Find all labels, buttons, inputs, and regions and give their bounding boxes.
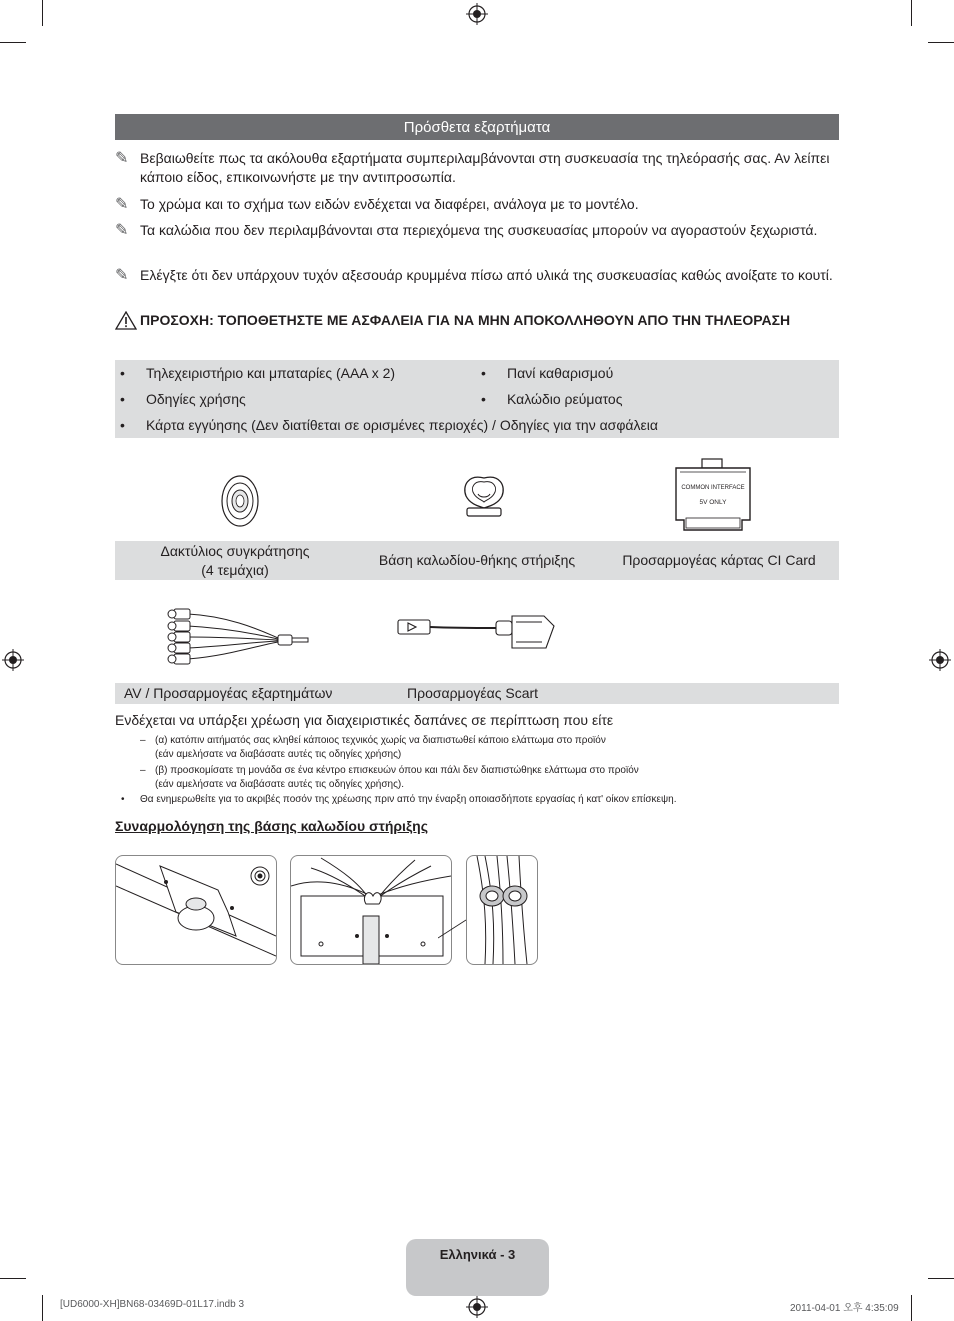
accessory-caption-row xyxy=(115,541,839,580)
fee-notice: Θα ενημερωθείτε για το ακριβές ποσόν της χρέωσης πριν από την έναρξη οποιασδήποτε εργασίας ή κατ' οίκον επίσκεψη. xyxy=(140,794,677,805)
note-text: Ελέγξτε ότι δεν υπάρχουν τυχόν αξεσουάρ κρυμμένα πίσω από υλικά της συσκευασίας καθώς ανοίξατε το κουτί. xyxy=(140,267,833,283)
assembly-step-3-closeup xyxy=(466,855,538,965)
footer-file-info: [UD6000-XH]BN68-03469D-01L17.indb 3 xyxy=(60,1299,245,1310)
crop-mark xyxy=(911,0,912,26)
assembly-step-2-illustration xyxy=(290,855,452,965)
item-power-cord: Καλώδιο ρεύματος xyxy=(507,391,623,407)
fee-line: (εάν αμελήσατε να διαβάσατε αυτές τις οδηγίες χρήσης). xyxy=(155,779,405,790)
caution-text: ΠΡΟΣΟΧΗ: ΤΟΠΟΘΕΤΗΣΤΕ ΜΕ ΑΣΦΑΛΕΙΑ ΓΙΑ ΝΑ ΜΗΝ ΑΠΟΚΟΛΛΗΘΟΥΝ ΑΠΟ ΤΗΝ ΤΗΛΕΟΡΑΣΗ xyxy=(140,312,791,328)
caption-scart-adapter: Προσαρμογέας Scart xyxy=(407,685,539,701)
bullet: • xyxy=(120,417,125,433)
registration-mark-icon xyxy=(466,1296,488,1318)
av-component-adapter-icon xyxy=(166,604,312,674)
holder-ring-icon xyxy=(216,472,264,530)
bullet: • xyxy=(481,391,486,407)
ci-label-5v-only: 5V ONLY xyxy=(699,499,727,506)
caption-line: Δακτύλιος συγκράτησης xyxy=(160,543,310,559)
fee-line: (β) προσκομίσατε τη μονάδα σε ένα κέντρο επισκευών όπου και πάλι δεν διαπιστώθηκε ελάττωμα στο προϊόν xyxy=(155,765,639,776)
page-number-tab: Ελληνικά - 3 xyxy=(406,1239,549,1296)
bullet: • xyxy=(481,365,486,381)
item-manual: Οδηγίες χρήσης xyxy=(146,391,246,407)
note-text: Το χρώμα και το σχήμα των ειδών ενδέχεται να διαφέρει, ανάλογα με το μοντέλο. xyxy=(140,196,639,212)
note-item xyxy=(115,221,839,240)
ci-label-common-interface: COMMON INTERFACE xyxy=(681,485,745,491)
registration-mark-icon xyxy=(929,649,951,671)
caption-line: (4 τεμάχια) xyxy=(201,562,269,578)
cable-holder-icon xyxy=(458,472,510,520)
accessory-caption-row xyxy=(115,683,839,704)
caption-ci-adapter: Προσαρμογέας κάρτας CI Card xyxy=(622,552,816,568)
assembly-title: Συναρμολόγηση της βάσης καλωδίου στήριξης xyxy=(115,818,429,834)
crop-mark xyxy=(42,1295,43,1321)
footer-timestamp: 2011-04-01 오후 4:35:09 xyxy=(790,1303,899,1314)
note-item xyxy=(115,195,839,214)
warning-triangle-icon xyxy=(115,311,137,330)
bullet: • xyxy=(120,391,125,407)
note-text: Τα καλώδια που δεν περιλαμβάνονται στα περιεχόμενα της συσκευασίας μπορούν να αγοραστούν ξεχωριστά. xyxy=(140,222,818,238)
assembly-step-1-illustration xyxy=(115,855,277,965)
cable-holder-closeup-drawing xyxy=(467,856,537,964)
pencil-note-icon: ✎ xyxy=(115,267,129,284)
item-cloth: Πανί καθαρισμού xyxy=(507,365,614,381)
pencil-note-icon: ✎ xyxy=(115,196,129,213)
ci-card-adapter-icon xyxy=(670,458,756,534)
registration-mark-icon xyxy=(2,649,24,671)
caption-holder-ring xyxy=(115,542,355,580)
caption-cable-holder: Βάση καλωδίου-θήκης στήριξης xyxy=(378,552,576,568)
cable-bundle-drawing xyxy=(291,856,451,964)
item-remote: Τηλεχειριστήριο και μπαταρίες (AAA x 2) xyxy=(146,365,396,381)
callout-line xyxy=(438,900,468,940)
dash: – xyxy=(140,765,146,776)
fee-line: (α) κατόπιν αιτήματός σας κληθεί κάποιος τεχνικός χωρίς να διαπιστωθεί κάποιο ελάττωμα στο προϊόν xyxy=(155,735,606,746)
scart-adapter-icon xyxy=(396,608,556,654)
crop-mark xyxy=(0,42,26,43)
crop-mark xyxy=(42,0,43,26)
fee-condition-b xyxy=(155,764,835,792)
section-title: Πρόσθετα εξαρτήματα xyxy=(115,114,839,140)
tv-back-stand-drawing xyxy=(116,856,276,964)
caution-notice xyxy=(115,311,839,330)
registration-mark-icon xyxy=(466,3,488,25)
fee-intro: Ενδέχεται να υπάρξει χρέωση για διαχειριστικές δαπάνες σε περίπτωση που είτε xyxy=(115,712,614,728)
crop-mark xyxy=(911,1295,912,1321)
note-item xyxy=(115,149,839,187)
crop-mark xyxy=(0,1278,26,1279)
dash: – xyxy=(140,735,146,746)
crop-mark xyxy=(928,42,954,43)
fee-condition-a xyxy=(155,734,835,762)
bullet: • xyxy=(120,365,125,381)
crop-mark xyxy=(928,1278,954,1279)
pencil-note-icon: ✎ xyxy=(115,222,129,239)
note-item xyxy=(115,266,839,285)
bullet: • xyxy=(121,794,125,805)
pencil-note-icon: ✎ xyxy=(115,150,129,167)
fee-line: (εάν αμελήσατε να διαβάσατε αυτές τις οδηγίες χρήσης) xyxy=(155,749,402,760)
caption-av-adapter: AV / Προσαρμογέας εξαρτημάτων xyxy=(124,685,333,701)
included-items-list xyxy=(115,360,839,438)
note-text: Βεβαιωθείτε πως τα ακόλουθα εξαρτήματα συμπεριλαμβάνονται στη συσκευασία της τηλεόρασής σας. Αν λείπει κάποιο είδος, επικοινωνήστε με την αντιπροσωπία. xyxy=(140,150,830,185)
item-warranty: Κάρτα εγγύησης (Δεν διατίθεται σε ορισμένες περιοχές) / Οδηγίες για την ασφάλεια xyxy=(146,417,658,433)
